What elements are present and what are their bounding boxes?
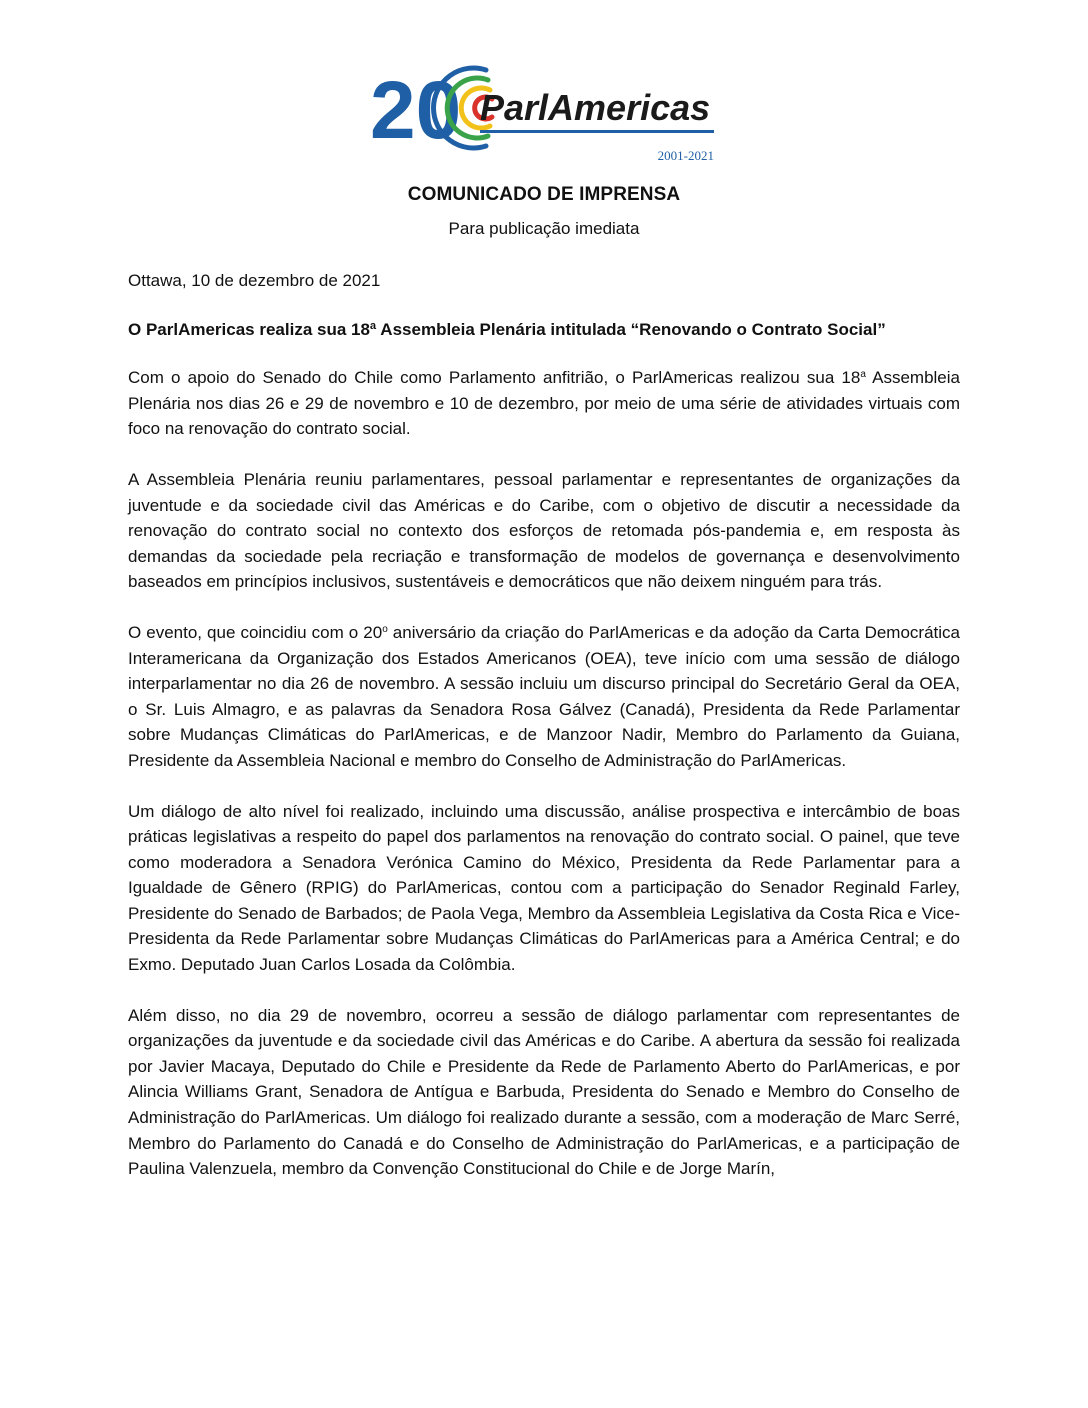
logo-years-text: 2001-2021 [657,148,714,163]
dateline: Ottawa, 10 de dezembro de 2021 [128,271,381,290]
logo-number-text: 20 [370,65,462,156]
paragraph-5: Além disso, no dia 29 de novembro, ocorreu a sessão de diálogo parlamentar com representantes de organizações da juventude e da sociedade civil das Américas e do Caribe. A abertura da sessão foi realizada por Javier Macaya, Deputado do Chile e Presidente da Rede de Parlamento Aberto do ParlAmericas, e por Alincia Williams Grant, Senadora de Antígua e Barbuda, Presidenta do Senado e Membro do Conselho de Administração do ParlAmericas. Um diálogo foi realizado durante a sessão, com a moderação de Marc Serré, Membro do Parlamento do Canadá e do Conselho de Administração do ParlAmericas, e a participação de Paulina Valenzuela, membro da Convenção Constitucional do Chile e de Jorge Marín, [128,1005,960,1179]
parlamericas-20-years-logo [368,60,720,170]
logo-underline [480,130,714,133]
press-release-title: COMUNICADO DE IMPRENSA [407,184,681,205]
logo-graphic [368,60,720,170]
logo-brand-text: ParlAmericas [480,87,711,128]
paragraph-1-part-b: Assembleia Plenária nos dias 26 e 29 de novembro e 10 de dezembro, por meio de uma série de atividades virtuais com foco na renovação do contrato social. [128,368,960,439]
headline: O ParlAmericas realiza sua 18ª Assembleia Plenária intitulada “Renovando o Contrato Social” [128,319,886,339]
paragraph-3 [128,620,960,774]
paragraph-1-part-a: Com o apoio do Senado do Chile como Parlamento anfitrião, o ParlAmericas realizou sua 18 [128,368,861,388]
paragraph-3-part-b: aniversário da criação do ParlAmericas e da adoção da Carta Democrática Interamericana da Organização dos Estados Americanos (OEA), teve início com uma sessão de diálogo interparlamentar no dia 26 de novembro. A sessão incluiu um discurso principal do Secretário Geral da OEA, o Sr. Luis Almagro, e as palavras da Senadora Rosa Gálvez (Canadá), Presidenta da Rede Parlamentar sobre Mudanças Climáticas do ParlAmericas, e de Manzoor Nadir, Membro do Parlamento da Guiana, Presidente da Assembleia Nacional e membro do Conselho de Administração do ParlAmericas. [128,622,960,770]
paragraph-2: A Assembleia Plenária reuniu parlamentares, pessoal parlamentar e representantes de organizações da juventude e da sociedade civil das Américas e do Caribe, com o objetivo de discutir a necessidade da renovação do contrato social no contexto dos esforços de retomada pós-pandemia e, em resposta às demandas da sociedade pela recriação e transformação de modelos de governança e desenvolvimento baseados em princípios inclusivos, sustentáveis e democráticos que não deixem ninguém para trás. [128,469,960,592]
ordinal-superscript: o [382,623,388,635]
ordinal-superscript: a [860,369,866,381]
document-body [128,268,960,1207]
paragraph-4: Um diálogo de alto nível foi realizado, incluindo uma discussão, análise prospectiva e intercâmbio de boas práticas legislativas a respeito do papel dos parlamentos na renovação do contrato social. O painel, que teve como moderadora a Senadora Verónica Camino do México, Presidenta da Rede Parlamentar para a Igualdade de Gênero (RPIG) do ParlAmericas, contou com a participação do Senador Reginald Farley, Presidente do Senado de Barbados; de Paola Vega, Membro da Assembleia Legislativa da Costa Rica e Vice-Presidenta da Rede Parlamentar sobre Mudanças Climáticas do ParlAmericas para a América Central; e do Exmo. Deputado Juan Carlos Losada da Colômbia. [128,801,960,975]
paragraph-1 [128,365,960,442]
press-release-subtitle: Para publicação imediata [448,219,640,238]
paragraph-3-part-a: O evento, que coincidiu com o 20 [128,622,383,642]
